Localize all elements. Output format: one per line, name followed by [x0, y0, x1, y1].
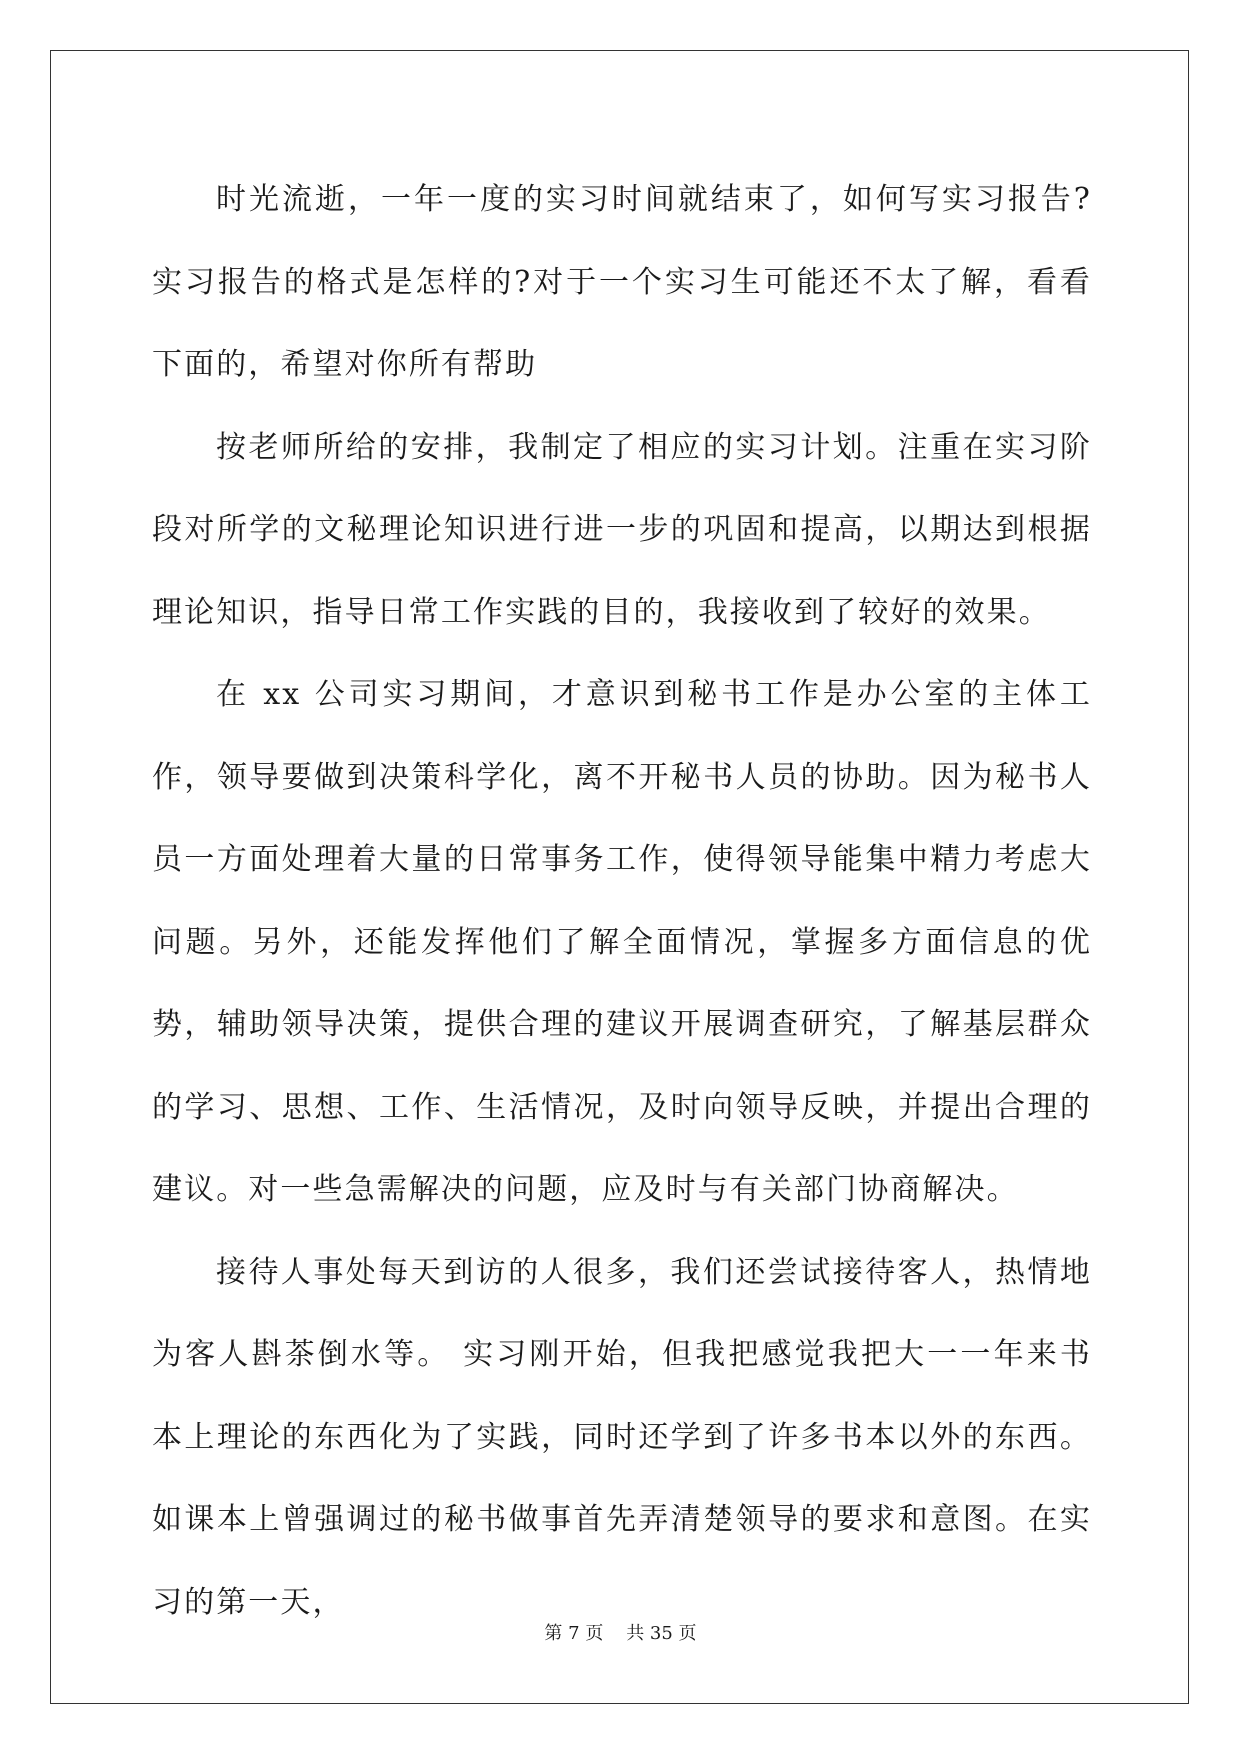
paragraph-3: 在 xx 公司实习期间，才意识到秘书工作是办公室的主体工作，领导要做到决策科学化，离不开秘书人员的协助。因为秘书人员一方面处理着大量的日常事务工作，使得领导能集中精力考虑大问题。另外，还能发挥他们了解全面情况，掌握多方面信息的优势，辅助领导决策，提供合理的建议开展调查研究，了解基层群众的学习、思想、工作、生活情况，及时向领导反映，并提出合理的建议。对一些急需解决的问题，应及时与有关部门协商解决。 [152, 677, 1092, 1207]
page-number-footer: 第 7 页 共 35 页 [544, 1623, 697, 1644]
paragraph-2: 按老师所给的安排，我制定了相应的实习计划。注重在实习阶段对所学的文秘理论知识进行进一步的巩固和提高，以期达到根据理论知识，指导日常工作实践的目的，我接收到了较好的效果。 [152, 429, 1092, 630]
document-body [152, 159, 1092, 1644]
paragraph-4: 接待人事处每天到访的人很多，我们还尝试接待客人，热情地为客人斟茶倒水等。 实习刚开始，但我把感觉我把大一一年来书本上理论的东西化为了实践，同时还学到了许多书本以外的东西。如课本上曾强调过的秘书做事首先弄清楚领导的要求和意图。在实习的第一天， [152, 1254, 1092, 1620]
paragraph-1: 时光流逝，一年一度的实习时间就结束了，如何写实习报告?实习报告的格式是怎样的?对于一个实习生可能还不太了解，看看下面的，希望对你所有帮助 [152, 182, 1092, 382]
